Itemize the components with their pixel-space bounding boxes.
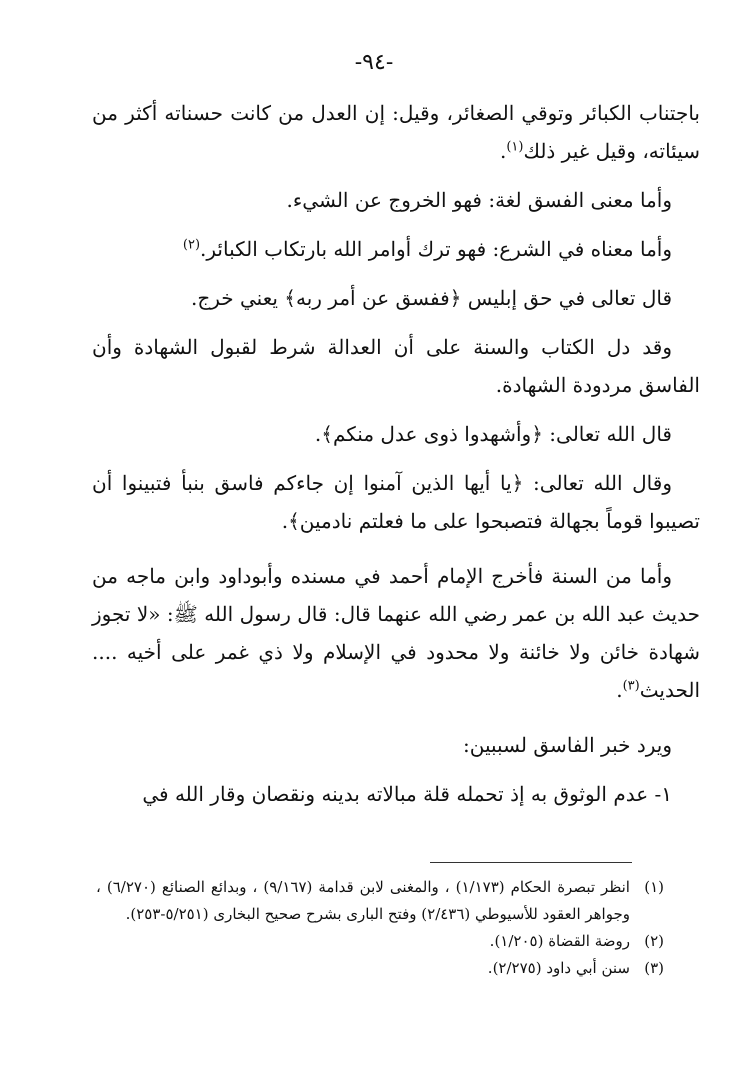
footnote-ref: (١) [506, 139, 524, 155]
footnote-item [96, 955, 664, 982]
footnote-number: (٢) [644, 932, 664, 950]
paragraph-text: ١- عدم الوثوق به إذ تحمله قلة مبالاته بدينه ونقصان وقار الله في [142, 782, 672, 806]
paragraph-text: قال الله تعالى: ﴿وأشهدوا ذوى عدل منكم﴾. [314, 422, 672, 446]
footnote-text: روضة القضاة (١/٢٠٥). [489, 932, 630, 950]
paragraph-fisq-shar [92, 230, 700, 268]
page-body [92, 94, 700, 813]
paragraph-text: وأما معناه في الشرع: فهو ترك أوامر الله بارتكاب الكبائر. [200, 237, 672, 261]
footnote-item [96, 874, 664, 928]
paragraph-text: وقد دل الكتاب والسنة على أن العدالة شرط لقبول الشهادة وأن الفاسق مردودة الشهادة. [92, 335, 700, 397]
paragraph-closer: . [499, 139, 507, 163]
footnote-divider [430, 862, 632, 863]
footnote-text: انظر تبصرة الحكام (١/١٧٣) ، والمغنى لابن قدامة (٩/١٦٧) ، وبدائع الصنائع (٦/٢٧٠) ، وجواهر العقود للأسيوطي (٢/٤٣٦) وفتح البارى بشرح صحيح البخارى (٥/٢٥١-٢٥٣). [96, 878, 630, 923]
footnote-number: (٣) [644, 959, 664, 977]
footnote-item [96, 928, 664, 955]
paragraph-iblis-verse [92, 279, 700, 317]
paragraph-hadith [92, 557, 700, 709]
paragraph-text: وأما من السنة فأخرج الإمام أحمد في مسنده وأبوداود وابن ماجه من حديث عبد الله بن عمر رضي الله عنهما قال: قال رسول الله ﷺ: «لا تجوز شهادة خائن ولا خائنة ولا محدود في الإسلام ولا ذي غمر على أخيه .... الحديث [92, 564, 700, 702]
footnote-number: (١) [644, 878, 664, 896]
page-number: -٩٤- [354, 50, 394, 75]
paragraph-text: ويرد خبر الفاسق لسببين: [463, 733, 672, 757]
paragraph-text: قال تعالى في حق إبليس ﴿ففسق عن أمر ربه﴾ يعني خرج. [190, 286, 672, 310]
paragraph-kitab-sunna [92, 328, 700, 404]
paragraph-verse-fasiq [92, 464, 700, 540]
paragraph-verse-ashhidu [92, 415, 700, 453]
paragraph-text: وأما معنى الفسق لغة: فهو الخروج عن الشيء. [286, 188, 672, 212]
footnote-text: سنن أبي داود (٢/٢٧٥). [487, 959, 630, 977]
paragraph-text: وقال الله تعالى: ﴿يا أيها الذين آمنوا إن جاءكم فاسق بنبأ فتبينوا أن تصيبوا قوماً بجهالة فتصبحوا على ما فعلتم نادمين﴾. [92, 471, 700, 533]
footnote-ref: (٢) [182, 237, 201, 253]
paragraph-justice-definition [92, 94, 700, 170]
paragraph-two-reasons [92, 726, 700, 764]
paragraph-fisq-lugha [92, 181, 700, 219]
paragraph-text: باجتناب الكبائر وتوقي الصغائر، وقيل: إن العدل من كانت حسناته أكثر من سيئاته، وقيل غير ذلك [92, 101, 700, 163]
footnotes [96, 874, 664, 982]
footnote-ref: (٣) [622, 678, 640, 694]
paragraph-reason-one [92, 775, 700, 813]
paragraph-closer: . [616, 678, 623, 702]
